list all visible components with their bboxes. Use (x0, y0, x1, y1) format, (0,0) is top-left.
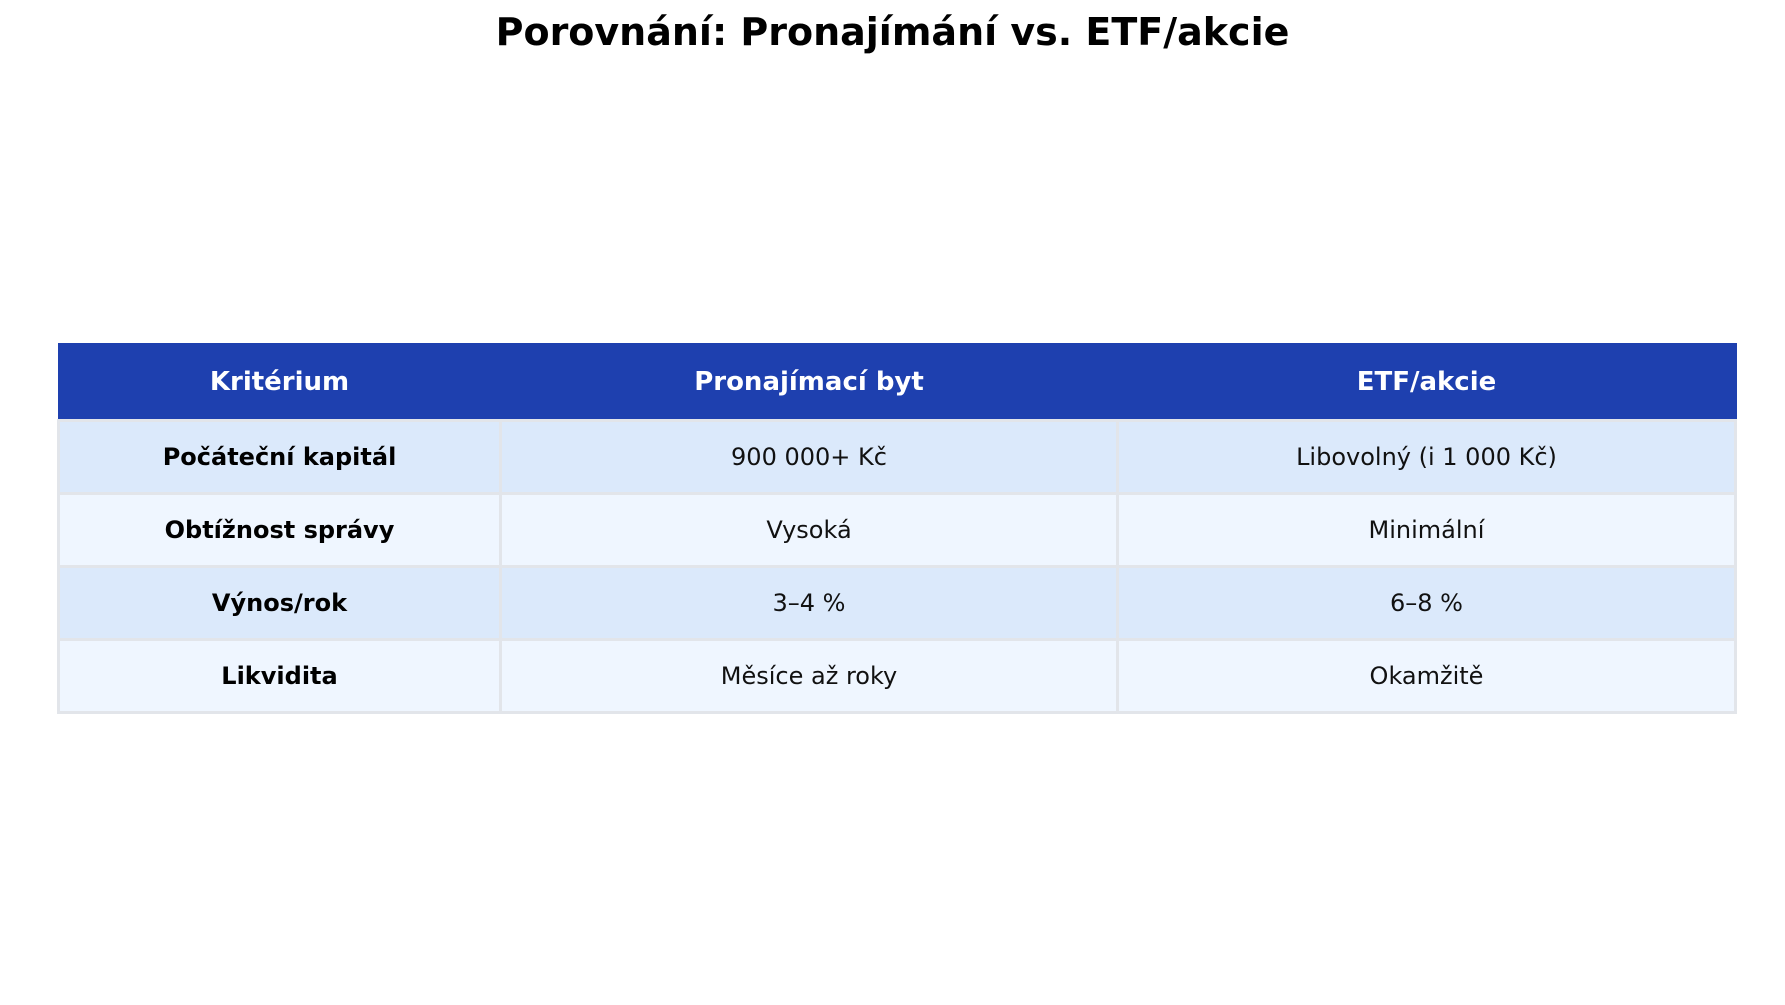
table-row (59, 567, 1736, 640)
header-cell-criterion: Kritérium (59, 344, 501, 421)
table-cell: Měsíce až roky (501, 640, 1118, 713)
table-cell: 900 000+ Kč (501, 421, 1118, 494)
table-cell-criterion: Výnos/rok (59, 567, 501, 640)
table-cell: Minimální (1118, 494, 1736, 567)
table-row (59, 640, 1736, 713)
table-cell: Okamžitě (1118, 640, 1736, 713)
table-row (59, 421, 1736, 494)
table-cell: Libovolný (i 1 000 Kč) (1118, 421, 1736, 494)
header-row (59, 344, 1736, 421)
comparison-table (57, 343, 1737, 714)
header-cell-rental-apartment: Pronajímací byt (501, 344, 1118, 421)
table-cell: Vysoká (501, 494, 1118, 567)
comparison-table-container (57, 343, 1734, 714)
table-cell: 6–8 % (1118, 567, 1736, 640)
table-cell-criterion: Obtížnost správy (59, 494, 501, 567)
table-row (59, 494, 1736, 567)
header-cell-etf-stocks: ETF/akcie (1118, 344, 1736, 421)
table-cell-criterion: Počáteční kapitál (59, 421, 501, 494)
table-cell: 3–4 % (501, 567, 1118, 640)
chart-title: Porovnání: Pronajímání vs. ETF/akcie (495, 10, 1290, 54)
table-cell-criterion: Likvidita (59, 640, 501, 713)
